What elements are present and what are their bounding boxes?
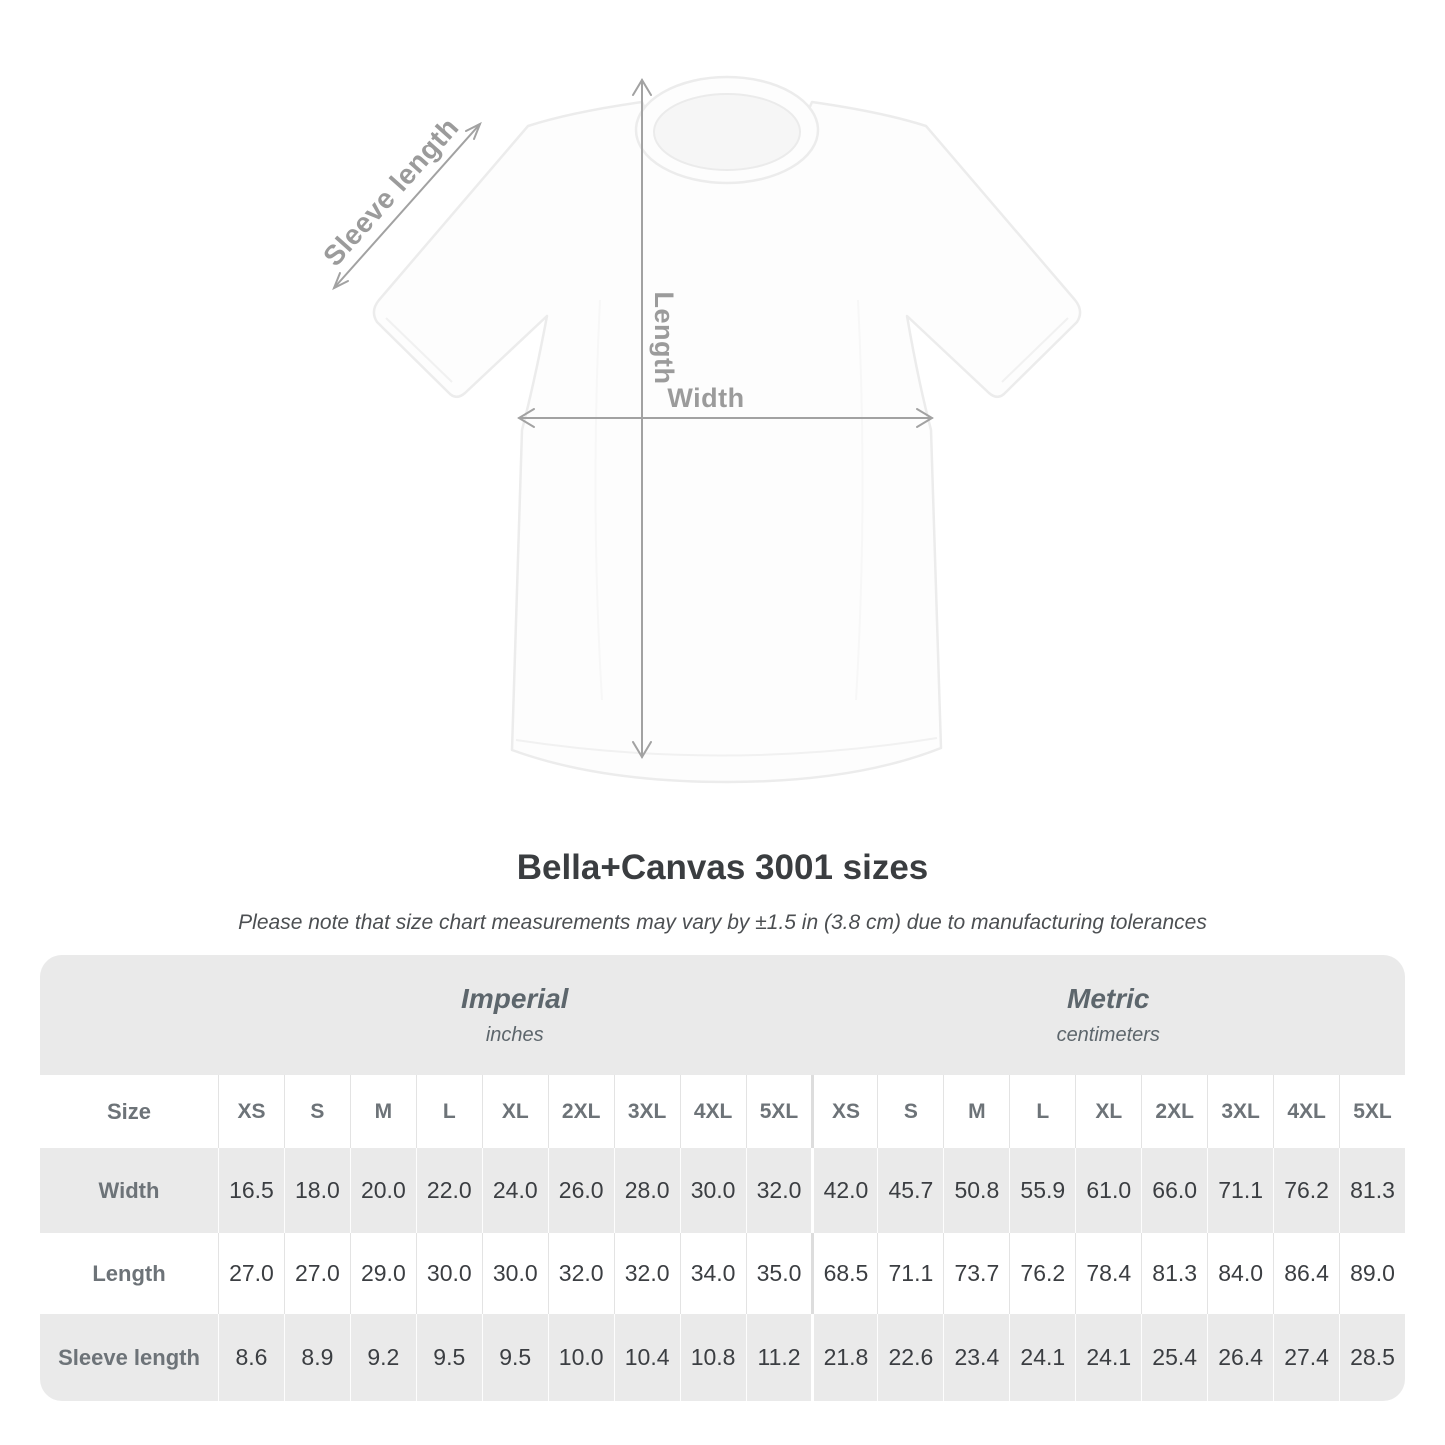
metric-value-cell: 50.8 (943, 1148, 1009, 1233)
imperial-value-cell: 29.0 (350, 1233, 416, 1314)
metric-value-cell: 84.0 (1207, 1233, 1273, 1314)
measurement-row (40, 1314, 1405, 1401)
metric-value-cell: L (1009, 1075, 1075, 1148)
measurement-row (40, 1233, 1405, 1314)
page-title: Bella+Canvas 3001 sizes (516, 848, 929, 887)
imperial-value-cell: 2XL (548, 1075, 614, 1148)
imperial-value-cell: 27.0 (218, 1233, 284, 1314)
imperial-value-cell: 32.0 (614, 1233, 680, 1314)
measurement-row (40, 1148, 1405, 1233)
metric-value-cell: 86.4 (1273, 1233, 1339, 1314)
imperial-value-cell: 16.5 (218, 1148, 284, 1233)
metric-group-title: Metric (1067, 983, 1150, 1014)
unit-group-header-row (40, 955, 1405, 1075)
metric-group-header (812, 955, 1406, 1075)
metric-value-cell: 66.0 (1141, 1148, 1207, 1233)
imperial-value-cell: 32.0 (746, 1148, 812, 1233)
metric-value-cell: 28.5 (1339, 1314, 1405, 1401)
metric-value-cell: 76.2 (1009, 1233, 1075, 1314)
imperial-value-cell: 10.4 (614, 1314, 680, 1401)
length-label: Length (649, 291, 679, 385)
metric-group-unit: centimeters (1056, 1024, 1160, 1046)
metric-value-cell: 45.7 (877, 1148, 943, 1233)
imperial-group-title: Imperial (461, 983, 569, 1014)
metric-value-cell: 26.4 (1207, 1314, 1273, 1401)
tshirt-body (374, 102, 1080, 782)
imperial-value-cell: 26.0 (548, 1148, 614, 1233)
imperial-value-cell: S (284, 1075, 350, 1148)
imperial-value-cell: 30.0 (680, 1148, 746, 1233)
imperial-value-cell: 18.0 (284, 1148, 350, 1233)
row-label-cell: Sleeve length (58, 1344, 200, 1370)
imperial-value-cell: XS (218, 1075, 284, 1148)
imperial-group-unit: inches (485, 1024, 544, 1046)
metric-value-cell: 61.0 (1075, 1148, 1141, 1233)
row-label-cell: Width (98, 1177, 160, 1203)
imperial-value-cell: 34.0 (680, 1233, 746, 1314)
metric-value-cell: 89.0 (1339, 1233, 1405, 1314)
width-label: Width (667, 383, 745, 413)
imperial-value-cell: 8.9 (284, 1314, 350, 1401)
imperial-value-cell: XL (482, 1075, 548, 1148)
metric-value-cell: 24.1 (1075, 1314, 1141, 1401)
sleeve-length-label: Sleeve length (317, 111, 465, 272)
size-header-row (40, 1075, 1405, 1148)
metric-value-cell: 24.1 (1009, 1314, 1075, 1401)
metric-value-cell: 76.2 (1273, 1148, 1339, 1233)
imperial-group-header (218, 955, 812, 1075)
metric-value-cell: 71.1 (1207, 1148, 1273, 1233)
imperial-value-cell: 10.8 (680, 1314, 746, 1401)
metric-value-cell: 25.4 (1141, 1314, 1207, 1401)
tshirt-collar (636, 77, 818, 183)
imperial-value-cell: 5XL (746, 1075, 812, 1148)
imperial-value-cell: 9.5 (416, 1314, 482, 1401)
imperial-value-cell: 32.0 (548, 1233, 614, 1314)
metric-value-cell: 42.0 (811, 1148, 877, 1233)
imperial-value-cell: 24.0 (482, 1148, 548, 1233)
row-label-cell: Size (106, 1098, 152, 1124)
imperial-value-cell: 30.0 (416, 1233, 482, 1314)
imperial-value-cell: 30.0 (482, 1233, 548, 1314)
metric-value-cell: 27.4 (1273, 1314, 1339, 1401)
metric-value-cell: 78.4 (1075, 1233, 1141, 1314)
imperial-value-cell: 10.0 (548, 1314, 614, 1401)
imperial-value-cell: 11.2 (746, 1314, 812, 1401)
imperial-value-cell: 20.0 (350, 1148, 416, 1233)
imperial-value-cell: 4XL (680, 1075, 746, 1148)
metric-value-cell: 4XL (1273, 1075, 1339, 1148)
row-label-cell: Length (92, 1260, 166, 1286)
imperial-value-cell: 28.0 (614, 1148, 680, 1233)
metric-value-cell: 23.4 (943, 1314, 1009, 1401)
metric-value-cell: XL (1075, 1075, 1141, 1148)
metric-value-cell: XS (811, 1075, 877, 1148)
imperial-value-cell: M (350, 1075, 416, 1148)
metric-value-cell: 81.3 (1141, 1233, 1207, 1314)
imperial-value-cell: 27.0 (284, 1233, 350, 1314)
metric-value-cell: S (877, 1075, 943, 1148)
metric-value-cell: 55.9 (1009, 1148, 1075, 1233)
metric-value-cell: 73.7 (943, 1233, 1009, 1314)
metric-value-cell: 68.5 (811, 1233, 877, 1314)
metric-value-cell: 22.6 (877, 1314, 943, 1401)
corner-blank (40, 955, 218, 1075)
tolerance-note: Please note that size chart measurements may vary by ±1.5 in (3.8 cm) due to manufacturing tolerances (238, 911, 1207, 934)
imperial-value-cell: 22.0 (416, 1148, 482, 1233)
metric-value-cell: 71.1 (877, 1233, 943, 1314)
metric-value-cell: 5XL (1339, 1075, 1405, 1148)
metric-value-cell: 21.8 (811, 1314, 877, 1401)
imperial-value-cell: 9.5 (482, 1314, 548, 1401)
metric-value-cell: 3XL (1207, 1075, 1273, 1148)
imperial-value-cell: 8.6 (218, 1314, 284, 1401)
size-table (40, 955, 1405, 1401)
metric-value-cell: M (943, 1075, 1009, 1148)
imperial-value-cell: L (416, 1075, 482, 1148)
imperial-value-cell: 9.2 (350, 1314, 416, 1401)
imperial-value-cell: 3XL (614, 1075, 680, 1148)
metric-value-cell: 2XL (1141, 1075, 1207, 1148)
metric-value-cell: 81.3 (1339, 1148, 1405, 1233)
imperial-value-cell: 35.0 (746, 1233, 812, 1314)
